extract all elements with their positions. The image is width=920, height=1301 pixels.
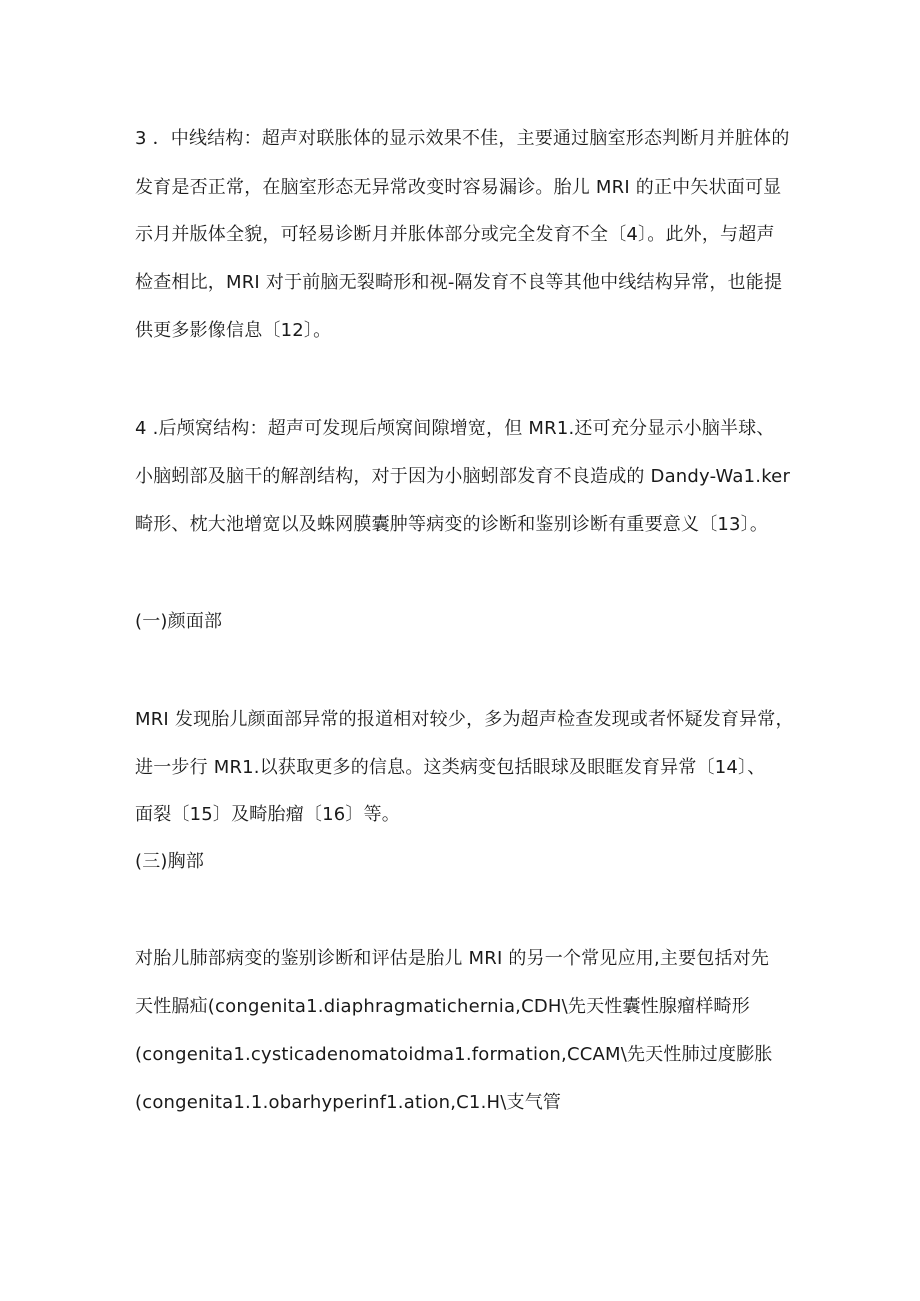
paragraph-line: 畸形、枕大池增宽以及蛛网膜囊肿等病变的诊断和鉴别诊断有重要意义〔13〕。 (135, 514, 769, 535)
paragraph-line: 天性膈疝(congenita1.diaphragmatichernia,CDH\先天性囊性腺瘤样畸形 (135, 996, 750, 1017)
paragraph-line: (congenita1.cysticadenomatoidma1.formation,CCAM\先天性肺过度膨胀 (135, 1044, 773, 1065)
paragraph-line: 3 ．中线结构：超声对联胀体的显示效果不佳，主要通过脑室形态判断月并脏体的 (135, 128, 790, 149)
paragraph-line: 进一步行 MR1.以获取更多的信息。这类病变包括眼球及眼眶发育异常〔14〕、 (135, 757, 766, 778)
paragraph-line: 4 .后颅窝结构：超声可发现后颅窝间隙增宽，但 MR1.还可充分显示小脑半球、 (135, 418, 775, 439)
paragraph-line: 发育是否正常，在脑室形态无异常改变时容易漏诊。胎儿 MRI 的正中矢状面可显 (135, 177, 782, 198)
paragraph-line: 小脑蚓部及脑干的解剖结构，对于因为小脑蚓部发育不良造成的 Dandy-Wa1.ker (135, 466, 791, 487)
paragraph-line: 示月并版体全貌，可轻易诊断月并胀体部分或完全发育不全〔4〕。此外，与超声 (135, 224, 775, 245)
paragraph-line: 检查相比，MRI 对于前脑无裂畸形和视-隔发育不良等其他中线结构异常，也能提 (135, 272, 783, 293)
paragraph-line: (congenita1.1.obarhyperinf1.ation,C1.H\支气管 (135, 1092, 562, 1113)
section-heading: (一)颜面部 (135, 611, 223, 632)
paragraph-line: 对胎儿肺部病变的鉴别诊断和评估是胎儿 MRI 的另一个常见应用,主要包括对先 (135, 948, 770, 969)
paragraph-line: 面裂〔15〕及畸胎瘤〔16〕等。 (135, 804, 401, 825)
paragraph-line: 供更多影像信息〔12〕。 (135, 320, 332, 341)
paragraph-line: MRI 发现胎儿颜面部异常的报道相对较少，多为超声检查发现或者怀疑发育异常， (135, 709, 794, 730)
section-heading: (三)胸部 (135, 851, 205, 872)
